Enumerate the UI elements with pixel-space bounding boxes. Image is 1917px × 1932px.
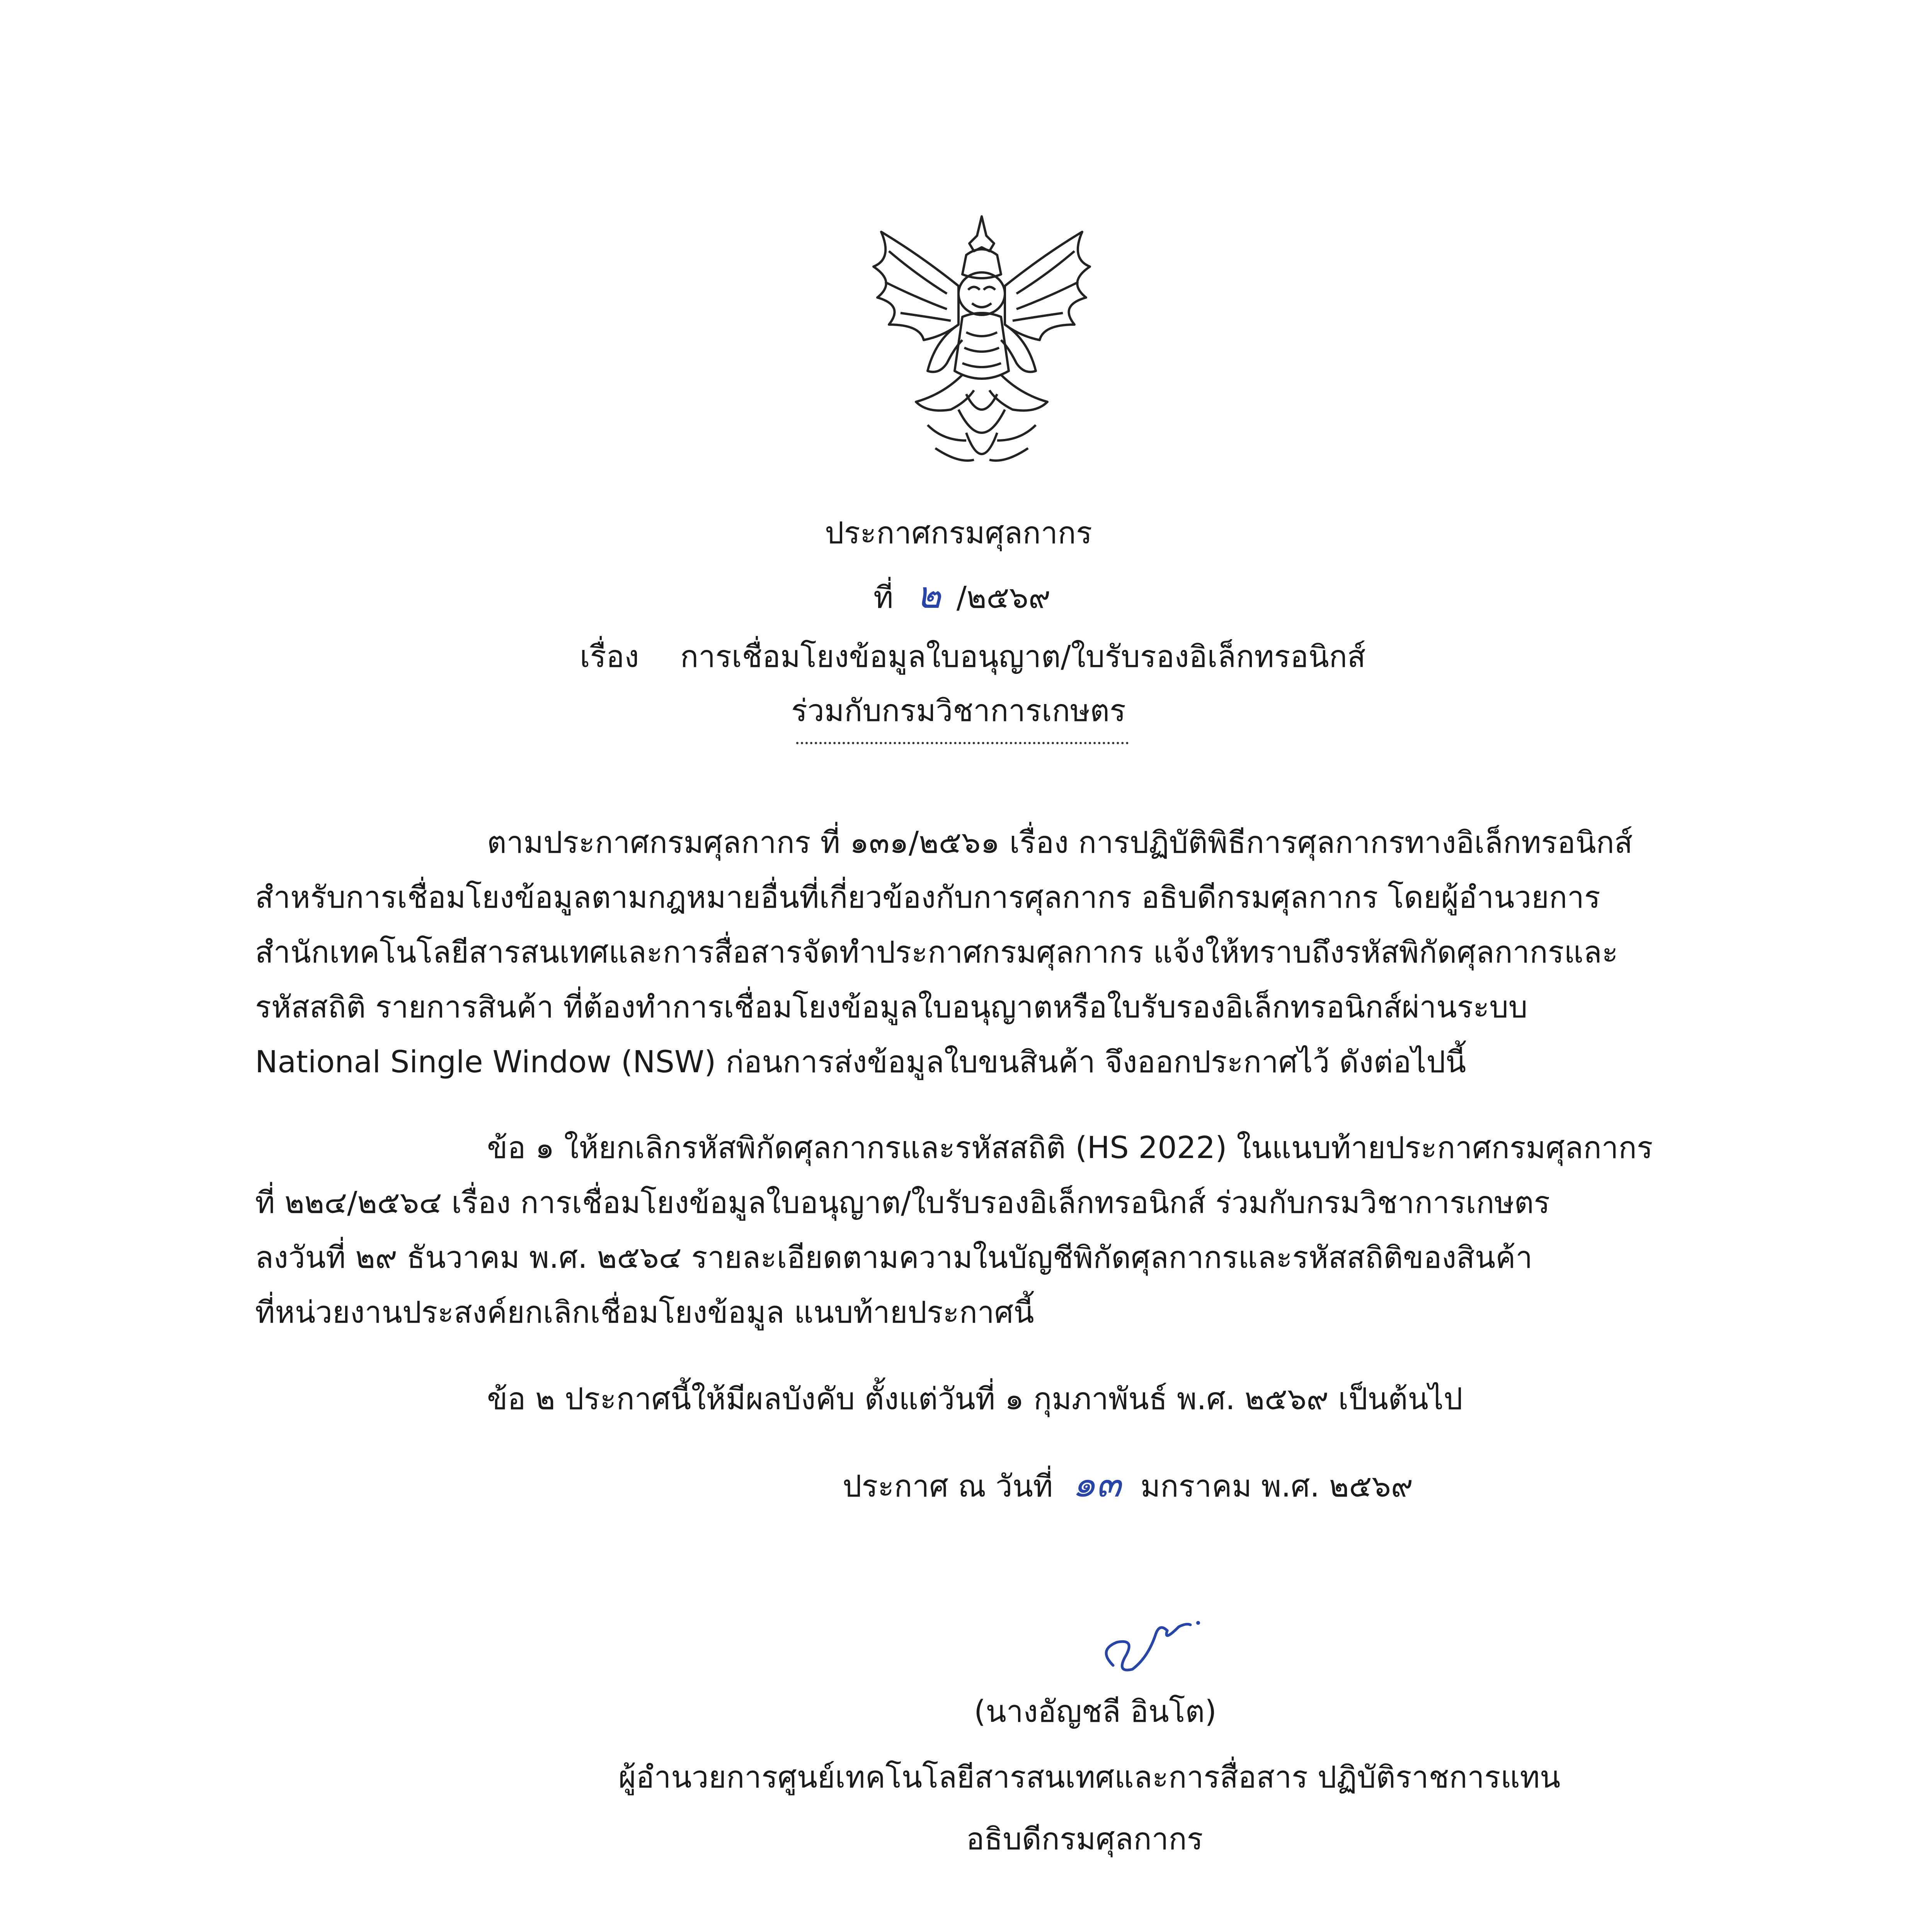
intro-line: รหัสสถิติ รายการสินค้า ที่ต้องทำการเชื่อมโยงข้อมูลใบอนุญาตหรือใบรับรองอิเล็กทรอนิกส์ผ่านระบบ: [255, 990, 1528, 1025]
agency-title: ประกาศกรมศุลกากร: [825, 516, 1092, 551]
clause-2-paragraph: [255, 1372, 1704, 1427]
announcement-prefix: ประกาศ ณ วันที่: [843, 1469, 1053, 1504]
subject-line-2: ร่วมกับกรมวิชาการเกษตร: [791, 694, 1126, 728]
signatory-position-2: อธิบดีกรมศุลกากร: [966, 1822, 1203, 1857]
clause-1-paragraph: [255, 1121, 1704, 1340]
subject: [580, 634, 1365, 680]
clause-1-line: ที่ ๒๒๔/๒๕๖๔ เรื่อง การเชื่อมโยงข้อมูลใบอนุญาต/ใบรับรองอิเล็กทรอนิกส์ ร่วมกับกรมวิชาการเกษตร: [255, 1185, 1550, 1220]
number-label: ที่: [873, 580, 894, 615]
number-handwritten: ๒: [916, 573, 941, 617]
subject-line-1: การเชื่อมโยงข้อมูลใบอนุญาต/ใบรับรองอิเล็กทรอนิกส์: [680, 639, 1366, 674]
separator-dots: [796, 742, 1129, 744]
intro-line: สำนักเทคโนโลยีสารสนเทศและการสื่อสารจัดทำประกาศกรมศุลกากร แจ้งให้ทราบถึงรหัสพิกัดศุลกากรและ: [255, 935, 1618, 970]
garuda-emblem-icon: [850, 209, 1113, 495]
intro-line: สำหรับการเชื่อมโยงข้อมูลตามกฎหมายอื่นที่เกี่ยวข้องกับการศุลกากร อธิบดีกรมศุลกากร โดยผู้อำนวยการ: [255, 880, 1600, 915]
number-suffix: /๒๕๖๙: [956, 580, 1051, 615]
handwritten-signature-icon: [1090, 1607, 1206, 1685]
document-number: [873, 572, 1050, 621]
clause-1-line: ลงวันที่ ๒๙ ธันวาคม พ.ศ. ๒๕๖๔ รายละเอียดตามความในบัญชีพิกัดศุลกากรและรหัสสถิติของสินค้า: [255, 1240, 1533, 1275]
intro-paragraph: [255, 815, 1704, 1090]
intro-line: ตามประกาศกรมศุลกากร ที่ ๑๓๑/๒๕๖๑ เรื่อง การปฏิบัติพิธีการศุลกากรทางอิเล็กทรอนิกส์: [487, 825, 1633, 860]
announcement-suffix: มกราคม พ.ศ. ๒๕๖๙: [1140, 1469, 1413, 1504]
signatory-position-1: ผู้อำนวยการศูนย์เทคโนโลยีสารสนเทศและการสื่อสาร ปฏิบัติราชการแทน: [618, 1760, 1561, 1795]
announcement-day-handwritten: ๑๓: [1072, 1462, 1121, 1505]
announcement-date: [843, 1461, 1413, 1510]
intro-line: National Single Window (NSW) ก่อนการส่งข้อมูลใบขนสินค้า จึงออกประกาศไว้ ดังต่อไปนี้: [255, 1045, 1466, 1080]
signatory-name: (นางอัญชลี อินโต): [974, 1694, 1217, 1729]
subject-label: เรื่อง: [580, 639, 639, 674]
clause-2-line: ข้อ ๒ ประกาศนี้ให้มีผลบังคับ ตั้งแต่วันที่ ๑ กุมภาพันธ์ พ.ศ. ๒๕๖๙ เป็นต้นไป: [487, 1382, 1463, 1417]
clause-1-line: ข้อ ๑ ให้ยกเลิกรหัสพิกัดศุลกากรและรหัสสถิติ (HS 2022) ในแนบท้ายประกาศกรมศุลกากร: [487, 1131, 1653, 1165]
clause-1-line: ที่หน่วยงานประสงค์ยกเลิกเชื่อมโยงข้อมูล แนบท้ายประกาศนี้: [255, 1295, 1034, 1330]
